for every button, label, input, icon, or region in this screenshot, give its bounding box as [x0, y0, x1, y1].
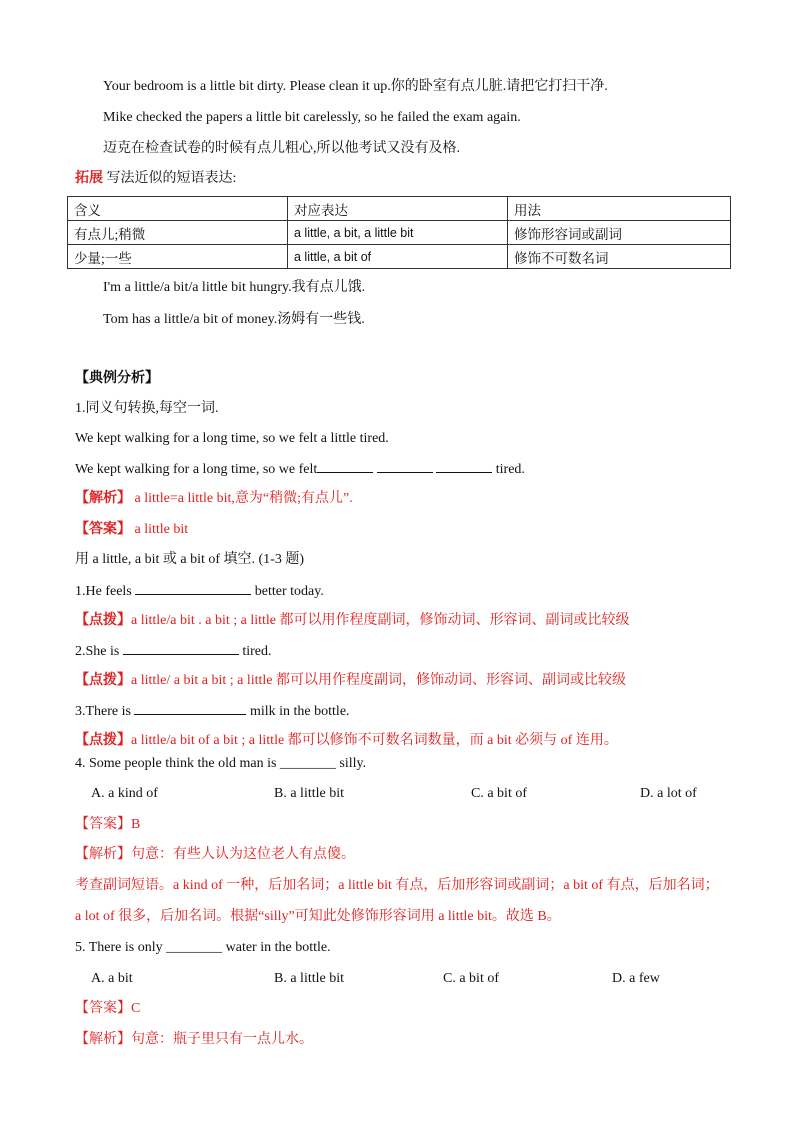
- q4-option-a[interactable]: A. a kind of: [91, 786, 158, 801]
- answer-blank[interactable]: ________: [279, 756, 336, 771]
- table-header-cell: 含义: [68, 197, 288, 221]
- table-row: [68, 221, 731, 245]
- answer-blank[interactable]: [134, 702, 246, 715]
- extend-line: [75, 170, 236, 188]
- q5-option-c[interactable]: C. a bit of: [443, 971, 499, 986]
- question-text: 2.She is: [75, 644, 120, 659]
- answer-text: a little bit: [134, 522, 189, 537]
- table-header-cell: 用法: [508, 197, 731, 221]
- question-text-end: tired.: [242, 644, 272, 659]
- tip-tag: 【点拨】: [75, 613, 131, 628]
- table-cell: 有点儿;稍微: [68, 221, 288, 245]
- tip-text: a little/ a bit a bit ; a little 都可以用作程度副词，修饰动词、形容词、副词或比较级: [131, 673, 627, 688]
- q4-option-b[interactable]: B. a little bit: [274, 786, 344, 801]
- fill-question-2: [75, 642, 272, 661]
- q4-explanation-detail-1: 考查副词短语。a kind of 一种，后加名词；a little bit 有点，后加形容词或副词；a bit of 有点，后加名词；: [75, 878, 719, 893]
- question-text: 4. Some people think the old man is: [75, 756, 277, 771]
- extend-example-1: I'm a little/a bit/a little bit hungry.我有点儿饿.: [103, 280, 366, 295]
- explanation-tag: 【解析】: [75, 491, 131, 506]
- answer-blank[interactable]: ________: [166, 940, 223, 955]
- example-translation-2: 迈克在检查试卷的时候有点儿粗心,所以他考试又没有及格.: [103, 141, 460, 156]
- q1-sentence-2: [75, 460, 525, 479]
- question-5: [75, 939, 331, 957]
- question-4: [75, 755, 366, 773]
- fill-tip-3: [75, 732, 618, 750]
- q4-option-c[interactable]: C. a bit of: [471, 786, 527, 801]
- answer-blank[interactable]: [377, 460, 433, 473]
- q1-explanation: [75, 490, 353, 508]
- q5-explanation: 【解析】句意：瓶子里只有一点儿水。: [75, 1032, 313, 1047]
- q4-option-d[interactable]: D. a lot of: [640, 786, 697, 801]
- q1-answer: [75, 521, 188, 539]
- tip-text: a little/a bit . a bit ; a little 都可以用作程度副词，修饰动词、形容词、副词或比较级: [131, 613, 630, 628]
- q5-option-b[interactable]: B. a little bit: [274, 971, 344, 986]
- answer-blank[interactable]: [123, 642, 239, 655]
- tip-tag: 【点拨】: [75, 733, 131, 748]
- table-cell: 修饰形容词或副词: [508, 221, 731, 245]
- fill-question-3: [75, 702, 350, 721]
- q4-explanation-detail-2: a lot of 很多，后加名词。根据“silly”可知此处修饰形容词用 a little bit。故选 B。: [75, 909, 561, 924]
- table-cell: 修饰不可数名词: [508, 245, 731, 269]
- q1-sentence-1: We kept walking for a long time, so we felt a little tired.: [75, 431, 389, 446]
- q5-option-a[interactable]: A. a bit: [91, 971, 133, 986]
- example-sentence-1: Your bedroom is a little bit dirty. Please clean it up.你的卧室有点儿脏.请把它打扫干净.: [103, 79, 608, 94]
- question-text-end: water in the bottle.: [225, 940, 331, 955]
- question-text: 5. There is only: [75, 940, 163, 955]
- q1-title: 1.同义句转换,每空一词.: [75, 401, 219, 416]
- table-cell: a little, a bit of: [288, 245, 508, 269]
- tip-tag: 【点拨】: [75, 673, 131, 688]
- phrase-table: [67, 196, 731, 269]
- question-text-end: milk in the bottle.: [249, 704, 350, 719]
- q1-sentence-2-text: We kept walking for a long time, so we felt: [75, 462, 318, 477]
- question-text-end: better today.: [254, 584, 324, 599]
- table-cell: 少量;一些: [68, 245, 288, 269]
- answer-blank[interactable]: [436, 460, 492, 473]
- q5-option-d[interactable]: D. a few: [612, 971, 660, 986]
- table-cell: a little, a bit, a little bit: [288, 221, 508, 245]
- answer-tag: 【答案】: [75, 522, 131, 537]
- fill-instructions: 用 a little, a bit 或 a bit of 填空. (1-3 题): [75, 552, 305, 567]
- extend-example-2: Tom has a little/a bit of money.汤姆有一些钱.: [103, 312, 365, 327]
- tip-text: a little/a bit of a bit ; a little 都可以修饰不可数名词数量，而 a bit 必须与 of 连用。: [131, 733, 618, 748]
- question-text: 3.There is: [75, 704, 131, 719]
- example-sentence-2: Mike checked the papers a little bit carelessly, so he failed the exam again.: [103, 110, 521, 125]
- section-heading: 【典例分析】: [75, 371, 159, 386]
- answer-blank[interactable]: [135, 582, 251, 595]
- explanation-text: a little=a little bit,意为“稍微;有点儿”.: [134, 491, 353, 506]
- extend-tag: 拓展: [75, 171, 103, 186]
- q1-sentence-2-end: tired.: [495, 462, 525, 477]
- question-text-end: silly.: [339, 756, 367, 771]
- table-header-row: [68, 197, 731, 221]
- question-text: 1.He feels: [75, 584, 132, 599]
- q5-answer: 【答案】C: [75, 1001, 141, 1016]
- extend-text: 写法近似的短语表达:: [106, 171, 237, 186]
- fill-tip-2: [75, 672, 626, 690]
- answer-blank[interactable]: [317, 460, 373, 473]
- q4-answer: 【答案】B: [75, 817, 141, 832]
- fill-question-1: [75, 582, 324, 601]
- table-header-cell: 对应表达: [288, 197, 508, 221]
- fill-tip-1: [75, 612, 630, 630]
- table-row: [68, 245, 731, 269]
- q4-explanation: 【解析】句意：有些人认为这位老人有点傻。: [75, 847, 355, 862]
